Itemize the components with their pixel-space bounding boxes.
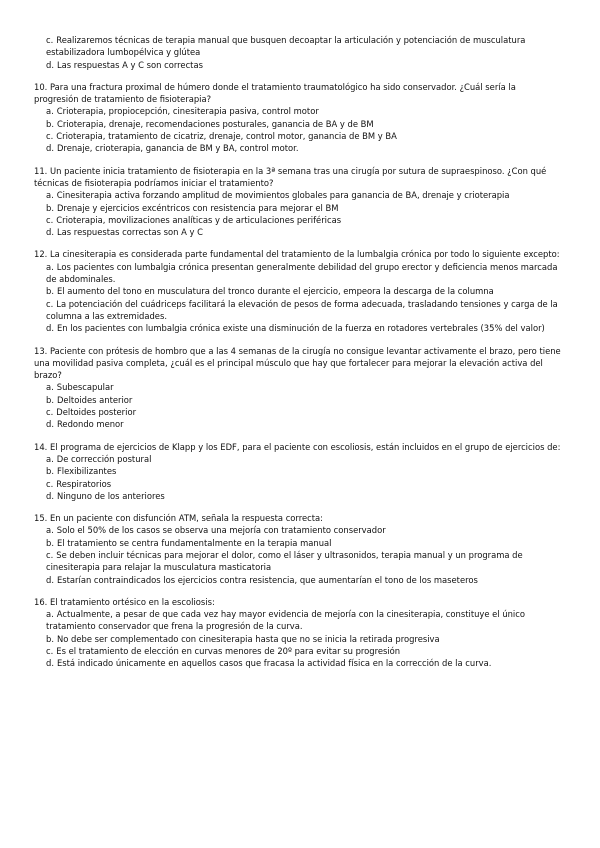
question-15 [34, 512, 562, 586]
option-letter: b. [46, 537, 54, 548]
option-letter: c. [46, 478, 54, 489]
option-item [34, 189, 562, 201]
option-letter: d. [46, 227, 54, 238]
option-text: Deltoides anterior [56, 394, 133, 405]
option-letter: d. [46, 59, 54, 70]
option-item [34, 657, 562, 669]
option-item [34, 645, 562, 657]
option-letter: a. [46, 261, 54, 272]
option-text: Drenaje, crioterapia, ganancia de BM y BA, control motor. [56, 143, 299, 154]
option-letter: a. [46, 525, 54, 536]
option-text: Las respuestas correctas son A y C [56, 227, 203, 238]
option-letter: b. [46, 202, 54, 213]
option-text: Flexibilizantes [56, 466, 117, 477]
question-14 [34, 441, 562, 502]
option-letter: c. [46, 407, 54, 418]
option-item [34, 490, 562, 502]
continued-options [34, 34, 562, 71]
option-item [34, 524, 562, 536]
option-letter: a. [46, 453, 54, 464]
document-page [34, 34, 562, 670]
option-text: Cinesiterapia activa forzando amplitud de movimientos globales para ganancia de BA, drenaje y crioterapia [56, 190, 510, 201]
option-letter: b. [46, 394, 54, 405]
option-item [34, 261, 562, 286]
option-text: Deltoides posterior [56, 407, 137, 418]
question-stem: 10. Para una fractura proximal de húmero donde el tratamiento traumatológico ha sido conservador. ¿Cuál sería la progresión de tratamiento de fisioterapia? [34, 81, 516, 105]
option-item [34, 608, 562, 633]
question-stem: 16. El tratamiento ortésico en la escoliosis: [34, 596, 215, 607]
option-text: Está indicado únicamente en aquellos casos que fracasa la actividad física en la corrección de la curva. [56, 658, 492, 669]
option-text: De corrección postural [56, 453, 152, 464]
question-stem: 12. La cinesiterapia es considerada parte fundamental del tratamiento de la lumbalgia crónica por todo lo siguiente excepto: [34, 249, 560, 260]
option-text: Actualmente, a pesar de que cada vez hay mayor evidencia de mejoría con la cinesiterapia, constituye el único tratamiento conservador que frena la progresión de la curva. [46, 609, 525, 632]
option-item [34, 322, 562, 334]
option-letter: d. [46, 658, 54, 669]
option-text: El aumento del tono en musculatura del tronco durante el ejercicio, empeora la descarga de la columna [56, 286, 494, 297]
option-item [34, 549, 562, 574]
option-item [34, 406, 562, 418]
option-letter: b. [46, 633, 54, 644]
option-letter: a. [46, 609, 54, 620]
option-letter: c. [46, 35, 54, 45]
option-text: No debe ser complementado con cinesiterapia hasta que no se inicia la retirada progresiva [56, 633, 440, 644]
option-text: Los pacientes con lumbalgia crónica presentan generalmente debilidad del grupo erector y deficiencia menos marcada de abdominales. [46, 261, 558, 285]
option-item [34, 418, 562, 430]
option-text: En los pacientes con lumbalgia crónica existe una disminución de la fuerza en rotadores vertebrales (35% del valor) [56, 323, 545, 334]
option-letter: d. [46, 574, 54, 585]
option-item [34, 285, 562, 297]
option-item [34, 453, 562, 465]
question-stem: 13. Paciente con prótesis de hombro que a las 4 semanas de la cirugía no consigue levantar activamente el brazo, pero tiene una movilidad pasiva completa, ¿cuál es el principal músculo que hay que fortalecer para mejorar la elevación activa del brazo? [34, 345, 561, 381]
option-letter: b. [46, 466, 54, 477]
option-text: Drenaje y ejercicios excéntricos con resistencia para mejorar el BM [56, 202, 339, 213]
option-text: Crioterapia, tratamiento de cicatriz, drenaje, control motor, ganancia de BM y BA [56, 131, 397, 142]
option-letter: c. [46, 298, 54, 309]
option-letter: c. [46, 549, 54, 560]
option-text: Realizaremos técnicas de terapia manual que busquen decoaptar la articulación y potenciación de musculatura estabilizadora lumbopélvica y glútea [46, 35, 526, 58]
option-letter: d. [46, 323, 54, 334]
option-item [34, 226, 562, 238]
option-text: El tratamiento se centra fundamentalmente en la terapia manual [56, 537, 332, 548]
option-letter: c. [46, 646, 54, 657]
option-letter: c. [46, 214, 54, 225]
option-item [34, 214, 562, 226]
option-letter: c. [46, 131, 54, 142]
option-letter: a. [46, 382, 54, 393]
option-text: Solo el 50% de los casos se observa una mejoría con tratamiento conservador [56, 525, 386, 536]
option-text: La potenciación del cuádriceps facilitará la elevación de pesos de forma adecuada, trasladando tensiones y carga de la columna a las extremidades. [46, 298, 558, 321]
option-text: Crioterapia, movilizaciones analíticas y de articulaciones periféricas [56, 214, 342, 225]
option-item [34, 574, 562, 586]
question-11 [34, 165, 562, 239]
option-letter: a. [46, 106, 54, 117]
option-text: Crioterapia, drenaje, recomendaciones posturales, ganancia de BA y de BM [56, 118, 374, 129]
option-text: Subescapular [56, 382, 114, 393]
option-item [34, 34, 562, 59]
question-10 [34, 81, 562, 155]
option-item [34, 394, 562, 406]
option-item [34, 381, 562, 393]
option-text: Crioterapia, propiocepción, cinesiterapia pasiva, control motor [56, 106, 319, 117]
option-letter: a. [46, 190, 54, 201]
question-stem: 11. Un paciente inicia tratamiento de fisioterapia en la 3ª semana tras una cirugía por sutura de supraespinoso. ¿Con qué técnicas de fisioterapia podríamos iniciar el tratamiento? [34, 165, 547, 188]
option-letter: d. [46, 419, 54, 430]
option-item [34, 118, 562, 130]
option-item [34, 202, 562, 214]
option-text: Ninguno de los anteriores [56, 490, 165, 501]
option-text: Las respuestas A y C son correctas [56, 59, 203, 70]
option-item [34, 633, 562, 645]
question-16 [34, 596, 562, 670]
question-stem: 14. El programa de ejercicios de Klapp y los EDF, para el paciente con escoliosis, están incluidos en el grupo de ejercicios de: [34, 441, 561, 452]
option-letter: d. [46, 490, 54, 501]
option-item [34, 59, 562, 71]
option-item [34, 142, 562, 154]
option-letter: b. [46, 118, 54, 129]
option-text: Estarían contraindicados los ejercicios contra resistencia, que aumentarían el tono de los maseteros [56, 574, 478, 585]
option-item [34, 465, 562, 477]
question-13 [34, 345, 562, 431]
question-12 [34, 248, 562, 334]
option-item [34, 537, 562, 549]
question-stem: 15. En un paciente con disfunción ATM, señala la respuesta correcta: [34, 513, 323, 524]
option-item [34, 478, 562, 490]
option-text: Es el tratamiento de elección en curvas menores de 20º para evitar su progresión [56, 646, 401, 657]
option-item [34, 105, 562, 117]
option-text: Redondo menor [56, 419, 124, 430]
option-letter: b. [46, 286, 54, 297]
option-item [34, 298, 562, 323]
option-text: Respiratorios [56, 478, 112, 489]
option-item [34, 130, 562, 142]
option-text: Se deben incluir técnicas para mejorar el dolor, como el láser y ultrasonidos, terapia manual y un programa de cinesiterapia para relajar la musculatura masticatoria [46, 549, 523, 573]
option-letter: d. [46, 143, 54, 154]
